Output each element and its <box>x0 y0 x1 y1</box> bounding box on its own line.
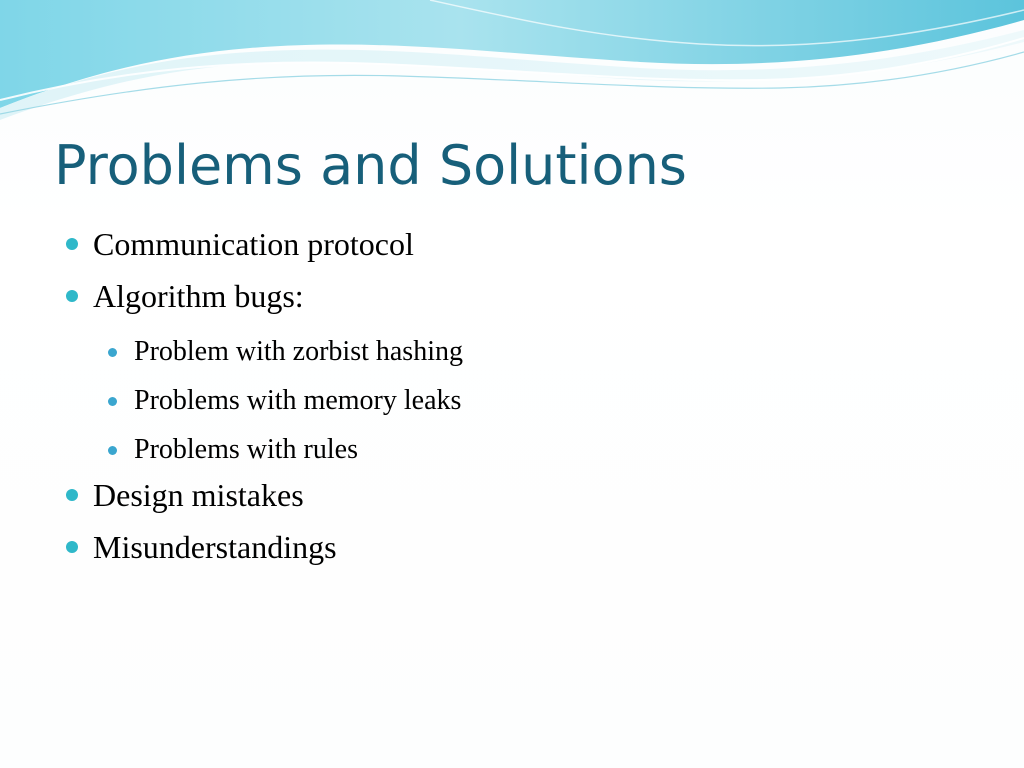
round-bullet-icon <box>66 541 78 553</box>
sub-bullet-item <box>103 375 463 424</box>
sub-bullet-text: Problems with memory leaks <box>134 385 462 416</box>
bullet-item <box>62 473 463 525</box>
bullet-text: Misunderstandings <box>93 529 337 565</box>
bullet-item <box>62 222 463 274</box>
sub-bullet-item <box>103 424 463 473</box>
bullet-text: Design mistakes <box>93 477 304 513</box>
slide-title: Problems and Solutions <box>54 134 687 197</box>
round-bullet-icon <box>108 446 117 455</box>
bullet-text: Algorithm bugs: <box>93 278 304 314</box>
sub-bullet-item <box>103 326 463 375</box>
round-bullet-icon <box>108 348 117 357</box>
wave-banner-icon <box>0 0 1024 130</box>
bullet-text: Communication protocol <box>93 226 414 262</box>
round-bullet-icon <box>108 397 117 406</box>
bullet-item <box>62 274 463 326</box>
round-bullet-icon <box>66 489 78 501</box>
bullet-item <box>62 525 463 577</box>
sub-bullet-text: Problem with zorbist hashing <box>134 336 463 367</box>
round-bullet-icon <box>66 290 78 302</box>
round-bullet-icon <box>66 238 78 250</box>
sub-bullet-text: Problems with rules <box>134 434 358 465</box>
bullet-list <box>62 222 463 577</box>
